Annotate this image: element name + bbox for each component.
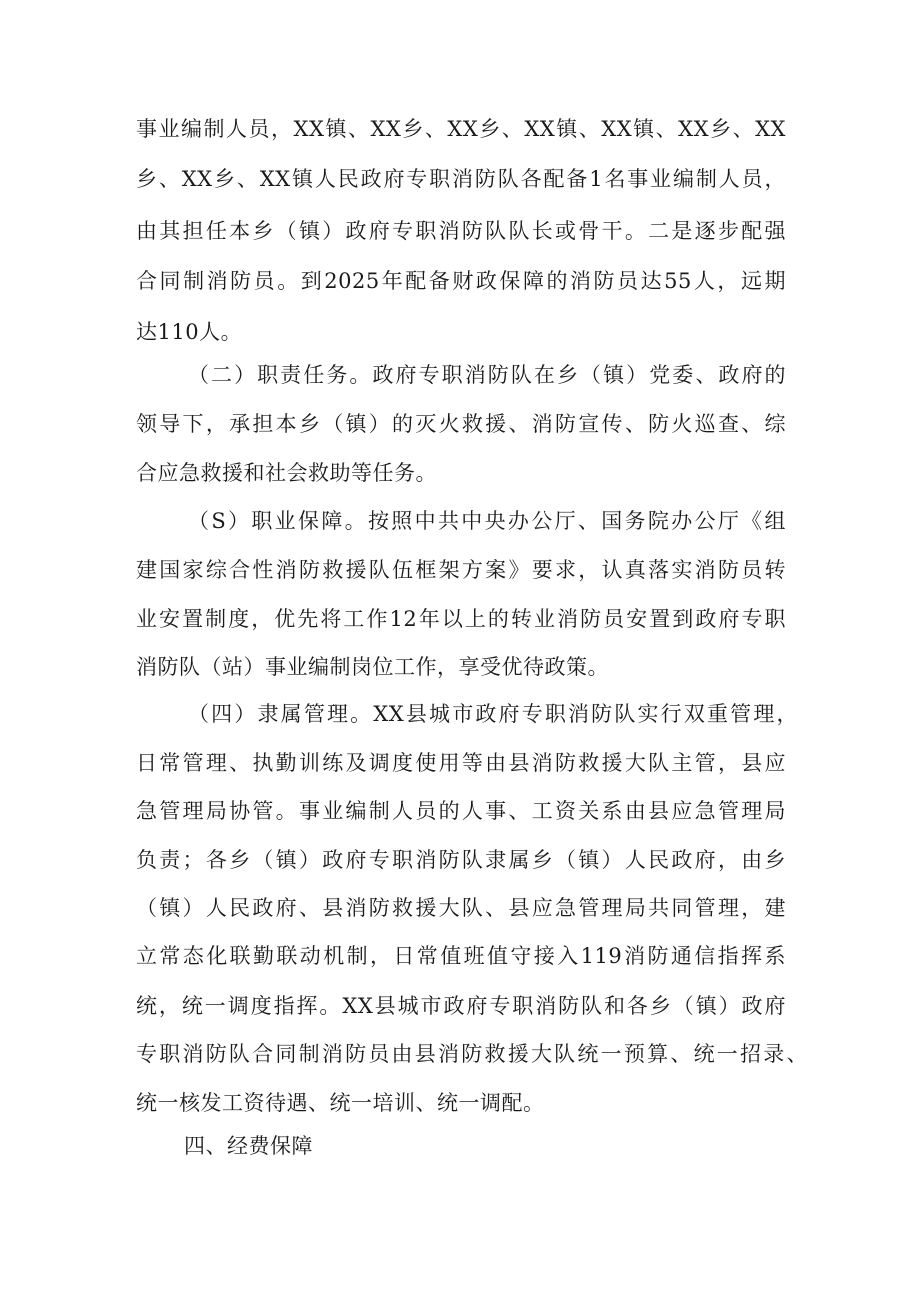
text-line: （四）隶属管理。XX县城市政府专职消防队实行双重管理， [188, 702, 798, 726]
text-line: 建国家综合性消防救援队伍框架方案》要求，认真落实消防员转 [136, 558, 786, 582]
text-line: 达110人。 [136, 320, 243, 344]
text-line: 专职消防队合同制消防员由县消防救援大队统一预算、统一招录、 [136, 1042, 808, 1066]
section-heading: 四、经费保障 [184, 1134, 313, 1158]
text-line: 立常态化联勤联动机制，日常值班值守接入119消防通信指挥系 [136, 944, 786, 968]
text-line: 消防队（站）事业编制岗位工作，享受优待政策。 [136, 655, 609, 679]
text-line: 急管理局协管。事业编制人员的人事、工资关系由县应急管理局 [136, 799, 786, 823]
text-line: 负责；各乡（镇）政府专职消防队隶属乡（镇）人民政府，由乡 [136, 848, 786, 872]
text-line: 由其担任本乡（镇）政府专职消防队队长或骨干。二是逐步配强 [136, 219, 786, 243]
text-line: 日常管理、执勤训练及调度使用等由县消防救援大队主管，县应 [136, 751, 786, 775]
text-line: 统，统一调度指挥。XX县城市政府专职消防队和各乡（镇）政府 [136, 994, 786, 1018]
text-line: 统一核发工资待遇、统一培训、统一调配。 [136, 1091, 545, 1115]
text-line: （二）职责任务。政府专职消防队在乡（镇）党委、政府的 [188, 363, 786, 387]
text-line: 合同制消防员。到2025年配备财政保障的消防员达55人，远期 [136, 269, 786, 293]
text-line: （镇）人民政府、县消防救援大队、县应急管理局共同管理，建 [136, 896, 786, 920]
text-line: 乡、XX乡、XX镇人民政府专职消防队各配备1名事业编制人员， [136, 167, 786, 191]
text-line: 业安置制度，优先将工作12年以上的转业消防员安置到政府专职 [136, 607, 786, 631]
text-line: 合应急救援和社会救助等任务。 [136, 461, 437, 485]
text-line: 事业编制人员，XX镇、XX乡、XX乡、XX镇、XX镇、XX乡、XX [136, 117, 786, 141]
text-line: 领导下，承担本乡（镇）的灭火救援、消防宣传、防火巡查、综 [136, 412, 786, 436]
text-line: （S）职业保障。按照中共中央办公厅、国务院办公厅《组 [188, 509, 786, 533]
